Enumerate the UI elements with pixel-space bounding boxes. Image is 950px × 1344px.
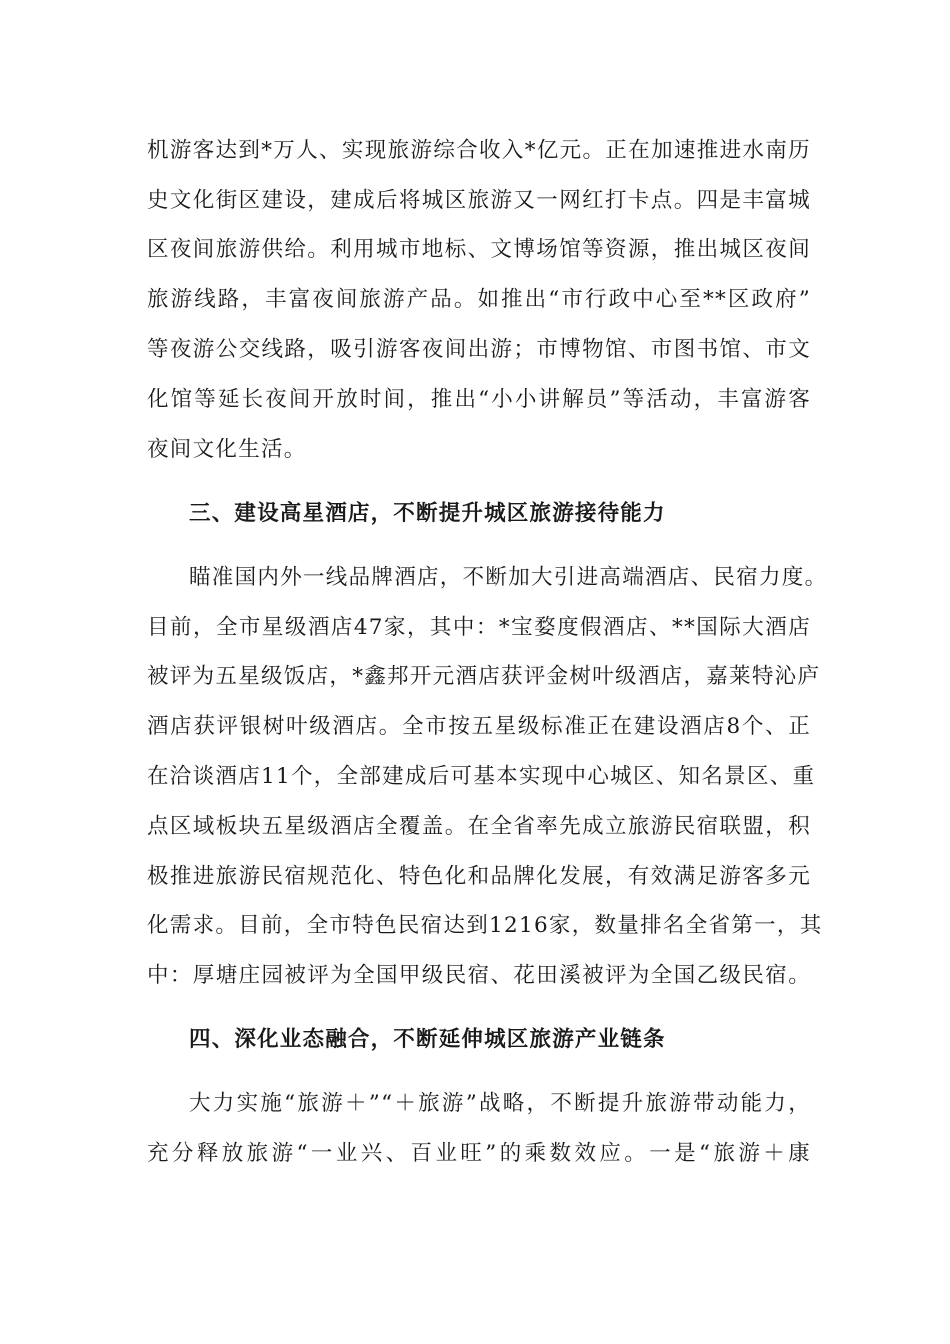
paragraph-line: 中：厚塘庄园被评为全国甲级民宿、花田溪被评为全国乙级民宿。	[147, 963, 811, 988]
paragraph-line: 夜间文化生活。	[147, 437, 307, 462]
section-heading-3: 三、建设高星酒店，不断提升城区旅游接待能力	[189, 501, 666, 526]
paragraph-line: 大力实施“旅游＋”“＋旅游”战略，不断提升旅游带动能力，	[189, 1091, 811, 1116]
paragraph-line: 点区域板块五星级酒店全覆盖。在全省率先成立旅游民宿联盟，积	[147, 814, 811, 839]
paragraph-line: 化需求。目前，全市特色民宿达到1216家，数量排名全省第一，其	[147, 913, 823, 938]
paragraph-line: 化馆等延长夜间开放时间，推出“小小讲解员”等活动，丰富游客	[147, 387, 811, 412]
paragraph-line: 机游客达到*万人、实现旅游综合收入*亿元。正在加速推进水南历	[147, 138, 811, 163]
section-heading-4: 四、深化业态融合，不断延伸城区旅游产业链条	[189, 1027, 666, 1052]
paragraph-line: 被评为五星级饭店，*鑫邦开元酒店获评金树叶级酒店，嘉莱特沁庐	[147, 664, 821, 689]
paragraph-line: 瞄准国内外一线品牌酒店，不断加大引进高端酒店、民宿力度。	[189, 565, 828, 590]
paragraph-line: 区夜间旅游供给。利用城市地标、文博场馆等资源，推出城区夜间	[147, 237, 811, 262]
paragraph-line: 在洽谈酒店11个，全部建成后可基本实现中心城区、知名景区、重	[147, 764, 816, 789]
paragraph-line: 酒店获评银树叶级酒店。全市按五星级标准正在建设酒店8个、正	[147, 714, 811, 739]
paragraph-line: 目前，全市星级酒店47家，其中：*宝婺度假酒店、**国际大酒店	[147, 615, 811, 640]
paragraph-line: 史文化街区建设，建成后将城区旅游又一网红打卡点。四是丰富城	[147, 188, 811, 213]
paragraph-line: 极推进旅游民宿规范化、特色化和品牌化发展，有效满足游客多元	[147, 864, 811, 889]
paragraph-line: 充分释放旅游“一业兴、百业旺”的乘数效应。一是“旅游＋康	[147, 1141, 811, 1166]
paragraph-line: 等夜游公交线路，吸引游客夜间出游；市博物馆、市图书馆、市文	[147, 337, 811, 362]
paragraph-line: 旅游线路，丰富夜间旅游产品。如推出“市行政中心至**区政府”	[147, 287, 811, 312]
